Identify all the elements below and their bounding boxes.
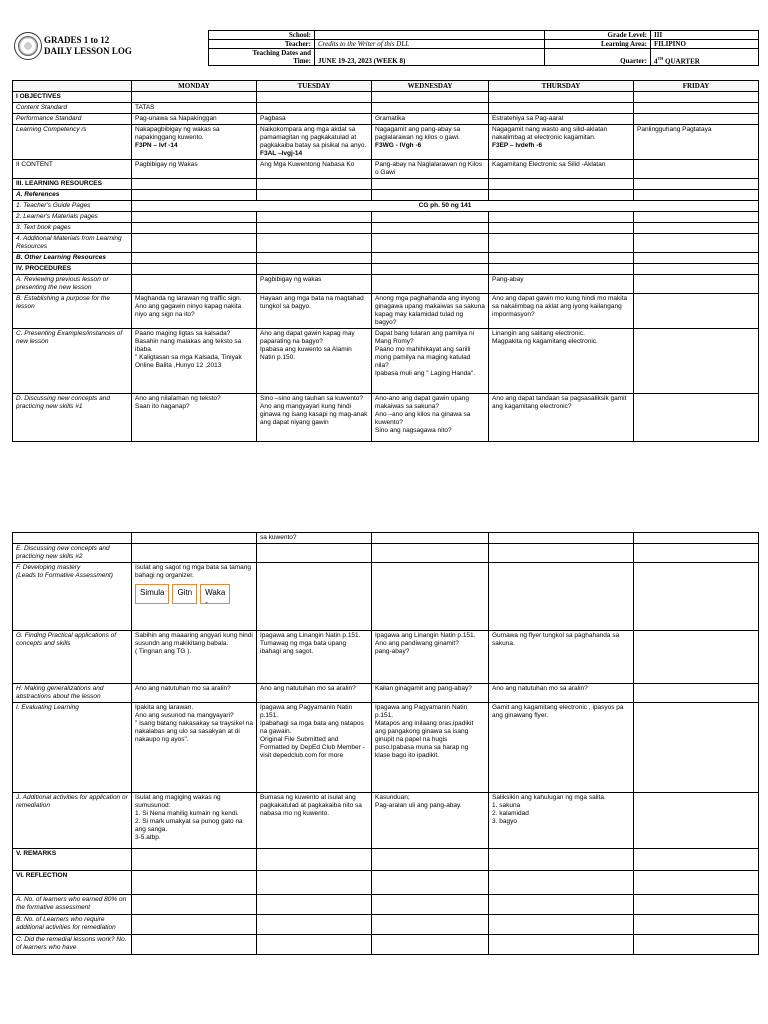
row-label: F. Developing mastery (Leads to Formative Assessment)	[13, 563, 132, 631]
table-cell	[634, 533, 759, 544]
table-cell	[634, 103, 759, 114]
table-cell	[372, 394, 489, 442]
table-cell	[489, 394, 634, 442]
table-cell	[257, 264, 372, 275]
cell-text: Sino –sino ang tauhan sa kuwento? Ano ang mangyayari kung hindi ginawa ng isang kasapi ng mag-anak ang dapat niyang gawin	[260, 395, 368, 426]
table-cell	[257, 275, 372, 294]
table-cell	[489, 871, 634, 895]
table-cell	[132, 935, 257, 955]
row-label: I. Evaluating Learning	[13, 703, 132, 793]
table-cell	[634, 563, 759, 631]
table-cell	[132, 533, 257, 544]
table-cell	[489, 125, 634, 160]
day-header-row	[13, 81, 759, 92]
table-cell	[489, 179, 634, 190]
table-cell	[132, 871, 257, 895]
table-cell	[372, 212, 489, 223]
cell-text: TATAS	[135, 104, 155, 111]
table-cell	[634, 703, 759, 793]
table-cell	[132, 849, 257, 871]
table-row	[13, 114, 759, 125]
row-label: 4. Additional Materials from Learning Resources	[13, 234, 132, 253]
table-cell	[634, 915, 759, 935]
cell-text: Pag-unawa sa Napakinggan	[135, 115, 217, 122]
table-row	[13, 275, 759, 294]
table-row	[13, 684, 759, 703]
table-row	[13, 915, 759, 935]
table-cell	[257, 160, 372, 179]
table-cell	[372, 223, 489, 234]
table-cell	[489, 160, 634, 179]
table-cell	[132, 234, 257, 253]
table-cell	[489, 103, 634, 114]
row-label: 2. Learner's Materials pages	[13, 212, 132, 223]
cell-text: Ano ang natutuhan mo sa aralin?	[135, 685, 231, 692]
cell-text: Ano ang dapat gawin kapag may paparating na bagyo? Ipabasa ang kuwento sa Alamin Natin p.150.	[260, 330, 355, 361]
table-cell	[489, 253, 634, 264]
cell-text: Ano ang nilalaman ng teksto? Saan ito naganap?	[135, 395, 221, 410]
row-label: Learning Competency /s	[13, 125, 132, 160]
table-cell	[132, 103, 257, 114]
row-label: 3. Text book pages	[13, 223, 132, 234]
cell-text: Ipagawa ang Linangin Natin p.151. Ano ang pandiwang ginamit? pang-abay?	[375, 632, 476, 655]
grades-label: GRADES 1 to 12	[44, 35, 110, 45]
table-cell	[489, 264, 634, 275]
brand-title	[44, 35, 132, 57]
table-cell	[634, 253, 759, 264]
row-label: D. Discussing new concepts and practicing new skills #1	[13, 394, 132, 442]
cell-text: Kagamitang Electronic sa Silid -Aklatan	[492, 161, 606, 168]
table-cell	[132, 329, 257, 394]
table-cell	[634, 190, 759, 201]
cell-text: Anong mga paghahanda ang inyong ginagawa upang makaiwas sa sakuna kapag may kalamidad tulad ng bagyo?	[375, 295, 485, 326]
row-label: A. Reviewing previous lesson or presenting the new lesson	[13, 275, 132, 294]
cell-text: Pang-abay	[492, 276, 524, 283]
cell-text: Kasunduan; Pag-aralan uli ang pang-abay.	[375, 794, 462, 809]
row-label: C. Presenting Examples/instances of new lesson	[13, 329, 132, 394]
table-cell	[132, 264, 257, 275]
table-cell	[489, 935, 634, 955]
table-cell	[132, 160, 257, 179]
table-cell: sa kuwento?	[257, 533, 372, 544]
cell-text: Ipagawa ang Pagyamanin Natin p.151. Matapos ang inilaang oras,ipadikit ang pangakong ginawa sa isang ginupit na papel na hugis puso.Ipabasa muna sa harap ng klase bago ito ipadikit.	[375, 704, 474, 759]
row-label: III. LEARNING RESOURCES	[13, 179, 132, 190]
table-cell	[372, 895, 489, 915]
table-cell	[634, 275, 759, 294]
table-cell	[132, 703, 257, 793]
table-cell	[372, 684, 489, 703]
table-cell	[634, 125, 759, 160]
story-organizer	[135, 584, 253, 607]
table-cell	[489, 114, 634, 125]
cell-text: Nagagamit nang wasto ang silid-aklatan nakalimbag at electronic kagamitan.	[492, 126, 608, 141]
table-cell	[257, 684, 372, 703]
cell-text: Ang Mga Kuwentong Nabasa Ko	[260, 161, 355, 168]
day-header-thursday: THURSDAY	[489, 81, 634, 92]
table-row	[13, 935, 759, 955]
cell-text: Gamit ang kagamitang electronic , ipasyos pa ang ginawang flyer.	[492, 704, 624, 719]
table-cell	[372, 935, 489, 955]
table-cell	[257, 179, 372, 190]
table-cell	[372, 544, 489, 563]
row-label: G. Finding Practical applications of concepts and skills	[13, 631, 132, 684]
row-label: VI. REFLECTION	[13, 871, 132, 895]
table-cell	[634, 160, 759, 179]
deped-seal-icon	[14, 32, 42, 60]
teacher-label: Teacher:	[209, 40, 315, 49]
table-row	[13, 92, 759, 103]
table-cell	[489, 294, 634, 329]
cell-text: Ano-ano ang dapat gawin upang makaiwas sa sakuna? Ano –ano ang kilos na ginawa sa kuwento? Sino ang nagsagawa nito?	[375, 395, 471, 434]
grade-level-value: III	[651, 31, 759, 40]
table-cell	[372, 92, 489, 103]
row-label: Content Standard	[13, 103, 132, 114]
quarter-label: Quarter:	[545, 49, 651, 66]
table-cell	[634, 179, 759, 190]
day-header-tuesday: TUESDAY	[257, 81, 372, 92]
table-cell	[372, 160, 489, 179]
cell-text: Ipakita ang larawan. Ano ang susunod na mangyayari? " Isang batang nakasakay sa traysikel na nakalabas ang ulo sa sasakyan at di nakaupo ng ayos".	[135, 704, 253, 743]
quarter-value: 4TH QUARTER	[651, 49, 759, 66]
table-row	[13, 703, 759, 793]
row-label: B. Other Learning Resources	[13, 253, 132, 264]
table-cell	[257, 190, 372, 201]
table-cell	[257, 329, 372, 394]
cell-text: Saliksikin ang kahulugan ng mga salita. 1. sakuna 2. kalamidad 3. bagyo	[492, 794, 606, 825]
competency-code: F3AL –Ivgj-14	[260, 150, 303, 157]
table-cell	[489, 915, 634, 935]
table-cell	[132, 212, 257, 223]
table-cell	[634, 223, 759, 234]
table-cell	[372, 103, 489, 114]
table-cell	[634, 684, 759, 703]
day-header-monday: MONDAY	[132, 81, 257, 92]
cell-text: Ano ang dapat tandaan sa pagsasaliksik gamit ang kagamitang electronic?	[492, 395, 627, 410]
table-cell	[634, 294, 759, 329]
table-cell	[132, 563, 257, 631]
cell-text: Ano ang natutuhan mo sa aralin?	[260, 685, 356, 692]
organizer-box: Simula	[135, 584, 169, 604]
table-row	[13, 394, 759, 442]
cell-text: Pang-abay na Naglalarawan ng Kilos o Gawi	[375, 161, 482, 176]
table-row	[13, 563, 759, 631]
table-cell	[372, 915, 489, 935]
table-cell	[372, 234, 489, 253]
table-cell	[257, 631, 372, 684]
cell-text: Linangin ang salitang electronic. Magpakita ng kagamitang electronic.	[492, 330, 598, 345]
row-label: C. Did the remedial lessons work? No. of learners who have	[13, 935, 132, 955]
table-cell	[257, 915, 372, 935]
cell-text: Kailan ginagamit ang pang-abay?	[375, 685, 472, 692]
cell-text: Ano ang natutuhan mo sa aralin?	[492, 685, 588, 692]
table-cell	[489, 849, 634, 871]
row-label: E. Discussing new concepts and practicing new skills #2	[13, 544, 132, 563]
cell-text: Isulat ang magiging wakas ng sumusunod: 1. Si Nena mahilig kumain ng kendi. 2. Si mark umakyat sa punog gato na ang sanga. 3-5.atbp.	[135, 794, 243, 841]
cell-text: Naikokompara ang mga akdat sa pamamagitan ng pagkakatulad at pagkakaiba batay sa pisikal na anyo.	[260, 126, 367, 149]
table-cell	[372, 703, 489, 793]
table-row	[13, 212, 759, 223]
table-cell	[132, 915, 257, 935]
day-header-friday: FRIDAY	[634, 81, 759, 92]
cell-text: Gumawa ng flyer tungkol sa paghahanda sa sakuna.	[492, 632, 620, 647]
table-cell	[132, 294, 257, 329]
table-cell	[634, 935, 759, 955]
table-cell	[132, 544, 257, 563]
competency-code: F3EP – Ivdefh -6	[492, 142, 543, 149]
table-cell	[132, 253, 257, 264]
table-cell	[372, 849, 489, 871]
cell-text: Bumasa ng kuwento at isulat ang pagkakatulad at pagkakaiba nito sa nabasa mo ng kuwento.	[260, 794, 362, 817]
table-cell	[372, 793, 489, 849]
row-label	[13, 533, 132, 544]
table-row	[13, 849, 759, 871]
table-cell	[489, 563, 634, 631]
table-row	[13, 190, 759, 201]
table-cell	[634, 631, 759, 684]
table-cell	[132, 275, 257, 294]
row-label: IV. PROCEDURES	[13, 264, 132, 275]
table-cell	[257, 703, 372, 793]
cell-text: Ipagawa ang Linangin Natin p.151. Tumawag ng mga bata upang ibahagi ang sagot.	[260, 632, 361, 655]
table-cell	[372, 114, 489, 125]
table-cell	[634, 92, 759, 103]
table-cell	[489, 275, 634, 294]
learning-area-value: FILIPINO	[651, 40, 759, 49]
table-row	[13, 264, 759, 275]
table-cell	[489, 329, 634, 394]
table-cell	[257, 253, 372, 264]
table-row	[13, 253, 759, 264]
cell-text: Gramatika	[375, 115, 405, 122]
table-cell	[372, 871, 489, 895]
table-cell	[489, 92, 634, 103]
table-cell	[634, 793, 759, 849]
table-row	[13, 329, 759, 394]
grade-level-label: Grade Level:	[545, 31, 651, 40]
table-cell	[634, 895, 759, 915]
cell-text: Ano ang dapat gawin mo kung hindi mo makita sa nakalimbag na aklat ang iyong kailangang impormasyon?	[492, 295, 628, 318]
row-label: J. Additional activities for application or remediation	[13, 793, 132, 849]
table-cell	[489, 895, 634, 915]
table-cell	[132, 684, 257, 703]
row-label: B. No. of Learners who require additional activities for remediation	[13, 915, 132, 935]
table-cell	[257, 103, 372, 114]
table-cell	[257, 92, 372, 103]
dll-label: DAILY LESSON LOG	[44, 46, 132, 56]
table-cell	[132, 92, 257, 103]
row-label: H. Making generalizations and abstractions about the lesson	[13, 684, 132, 703]
table-cell	[257, 125, 372, 160]
table-cell	[634, 212, 759, 223]
table-cell	[132, 631, 257, 684]
table-cell	[372, 275, 489, 294]
cell-text: Estratehiya sa Pag-aaral	[492, 115, 564, 122]
cell-text: Isulat ang sagot ng mga bata sa tamang bahagi ng organizer.	[135, 564, 251, 579]
table-cell	[257, 895, 372, 915]
table-row	[13, 294, 759, 329]
table-cell	[257, 544, 372, 563]
row-label: A. No. of learners who earned 80% on the formative assessment	[13, 895, 132, 915]
teaching-dates-value: JUNE 19-23, 2023 (WEEK 8)	[315, 49, 545, 66]
cell-text: Sabihin ang maaaring angyari kung hindi susundn ang makikitang babala. ( Tingnan ang TG ).	[135, 632, 253, 655]
table-cell	[372, 190, 489, 201]
teaching-dates-label: Teaching Dates and Time:	[209, 49, 315, 66]
table-cell	[489, 631, 634, 684]
table-row	[13, 179, 759, 190]
table-row	[13, 871, 759, 895]
table-row	[13, 201, 759, 212]
table-cell	[257, 871, 372, 895]
row-label: Performance Standard	[13, 114, 132, 125]
organizer-box: Waka -	[200, 584, 230, 604]
table-cell	[489, 544, 634, 563]
table-cell	[634, 264, 759, 275]
row-label: V. REMARKS	[13, 849, 132, 871]
cell-text: Hayaan ang mga bata na magtahad tungkol sa bagyo.	[260, 295, 364, 310]
table-row	[13, 793, 759, 849]
table-row	[13, 125, 759, 160]
table-cell	[132, 125, 257, 160]
teacher-value: Credits to the Writer of this DLL	[315, 40, 545, 49]
row-label: I OBJECTIVES	[13, 92, 132, 103]
cell-text: Dapat bang tularan ang pamilya ni Mang Romy? Paano mo mahihikayat ang sariili mong pamilya na maging katulad nila? Ipabasa muli ang " Laging Handa".	[375, 330, 476, 377]
table-row	[13, 533, 759, 544]
table-cell	[489, 190, 634, 201]
table-cell	[372, 631, 489, 684]
cell-text: Paano maging ligtas sa kalsada? Basahin nang malakas ang teksto sa ibaba. " Kaligtasan sa mga Kalsada, Tiniyak Online Balita ,Hunyo 12 ,2013	[135, 330, 242, 369]
table-cell	[489, 533, 634, 544]
table-cell	[132, 114, 257, 125]
school-label: School:	[209, 31, 315, 40]
day-header-wednesday: WEDNESDAY	[372, 81, 489, 92]
table-cell	[132, 190, 257, 201]
table-cell	[372, 563, 489, 631]
table-row	[13, 103, 759, 114]
table-cell	[489, 793, 634, 849]
table-cell	[634, 871, 759, 895]
lesson-log-table-page-1	[12, 80, 759, 442]
table-cell	[372, 253, 489, 264]
table-cell	[257, 294, 372, 329]
organizer-box: Gitn	[172, 584, 197, 604]
table-cell	[132, 394, 257, 442]
table-cell	[132, 223, 257, 234]
table-cell	[132, 895, 257, 915]
table-cell	[372, 294, 489, 329]
table-cell	[634, 234, 759, 253]
table-cell	[372, 125, 489, 160]
table-cell	[372, 264, 489, 275]
table-cell	[489, 684, 634, 703]
cell-text: Nakapagbibigay ng wakas sa napakinggang kuwento.	[135, 126, 220, 141]
table-cell	[634, 114, 759, 125]
cell-text: Pagbibigay ng wakas	[260, 276, 322, 283]
table-cell	[257, 223, 372, 234]
table-cell	[372, 179, 489, 190]
table-cell	[634, 329, 759, 394]
header-info-table	[208, 30, 759, 66]
learning-area-label: Learning Area:	[545, 40, 651, 49]
table-row	[13, 544, 759, 563]
table-cell	[634, 849, 759, 871]
table-cell	[489, 212, 634, 223]
table-row	[13, 895, 759, 915]
row-label: A. References	[13, 190, 132, 201]
competency-code: F3PN – Ivf -14	[135, 142, 178, 149]
table-cell	[634, 394, 759, 442]
table-cell	[257, 849, 372, 871]
cell-text: Ipagawa ang Pagyamanin Natin p.151. Ipabahagi sa mga bata ang natapos na gawain. Original File Submitted and Formatted by DepEd Club Member - visit depedclub.com for more	[260, 704, 365, 759]
row-label: II CONTENT	[13, 160, 132, 179]
table-cell	[257, 114, 372, 125]
cell-text: Pagbibigay ng Wakas	[135, 161, 198, 168]
table-cell	[257, 394, 372, 442]
lesson-log-table-page-2	[12, 532, 759, 955]
table-cell	[257, 234, 372, 253]
cell-text: Panlingguhang Pagtataya	[637, 126, 712, 133]
table-cell	[489, 703, 634, 793]
table-cell	[257, 563, 372, 631]
school-value	[315, 31, 545, 40]
table-cell	[372, 329, 489, 394]
competency-code: F3WG - IVgh -6	[375, 142, 422, 149]
table-cell	[257, 793, 372, 849]
cell-span: CG ph. 50 ng 141	[132, 201, 759, 212]
cell-text: Pagbasa	[260, 115, 286, 122]
row-label: B. Establishing a purpose for the lesson	[13, 294, 132, 329]
table-row	[13, 223, 759, 234]
table-row	[13, 234, 759, 253]
table-row	[13, 160, 759, 179]
table-cell	[489, 223, 634, 234]
table-cell	[634, 544, 759, 563]
table-cell	[489, 234, 634, 253]
cell-text: Maghanda ng larawan ng traffic sign. Ano ang gagawin ninyo kapag nakita niyo ang sign na ito?	[135, 295, 242, 318]
table-cell	[132, 179, 257, 190]
cell-text: Nagagamit ang pang-abay sa paglalarawan ng kilos o gawi.	[375, 126, 461, 141]
corner-cell	[13, 81, 132, 92]
row-label: 1. Teacher's Guide Pages	[13, 201, 132, 212]
table-cell	[257, 935, 372, 955]
table-cell	[372, 533, 489, 544]
table-cell	[257, 212, 372, 223]
table-cell	[132, 793, 257, 849]
table-row	[13, 631, 759, 684]
